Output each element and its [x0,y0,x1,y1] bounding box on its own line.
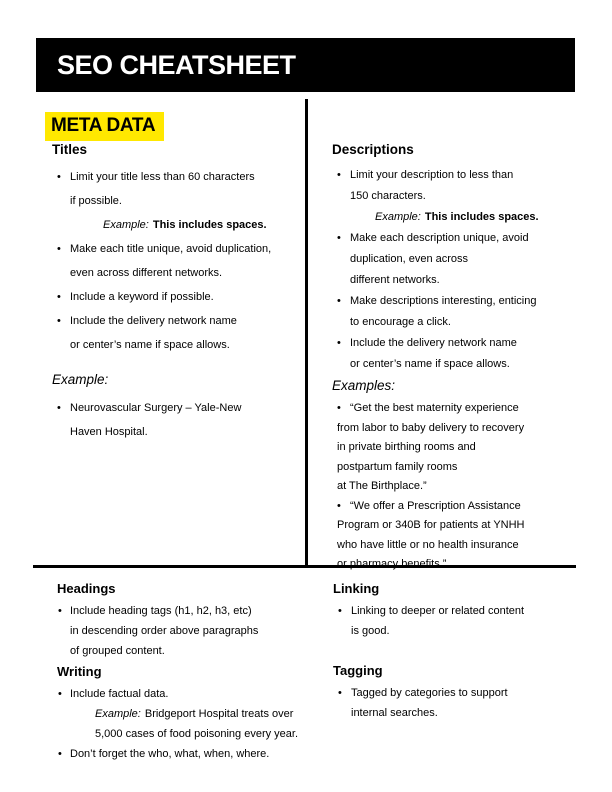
bullet-text: or center’s name if space allows. [350,358,510,370]
bullet-icon: • [57,402,61,414]
bullet-icon: • [337,169,341,181]
bullet-text: Include the delivery network name [70,315,237,327]
continuation-line [52,189,304,213]
bullet-icon: • [337,402,341,414]
page-title: SEO CHEATSHEET [57,49,296,80]
continuation-line [332,516,588,536]
continuation-line [52,420,304,444]
bullet-text: or pharmacy benefits.” [337,558,447,570]
bullet-line [332,228,588,249]
bullet-line [333,601,583,621]
bullet-text: who have little or no health insurance [337,538,519,551]
bullet-icon: • [337,295,341,307]
bullet-text: Limit your title less than 60 characters [70,171,255,183]
continuation-line [332,354,588,375]
section-heading: Titles [52,142,88,157]
bullet-line [332,333,588,354]
section-heading: Linking [333,581,380,596]
bullet-text: Make each title unique, avoid duplication, [70,243,272,255]
bullet-text: at The Birthplace.” [337,480,427,492]
continuation-line [332,419,588,439]
bullet-icon: • [58,605,62,617]
bullet-icon: • [337,337,341,349]
continuation-line [333,703,583,723]
continuation-line [332,438,588,458]
bullet-text: is good. [351,625,390,637]
bullet-line [57,601,333,621]
continuation-line [332,312,588,333]
bullet-line [52,396,304,420]
bullet-icon: • [338,687,342,699]
continuation-line [333,621,583,641]
example-list [52,396,304,444]
bullet-line [57,684,333,704]
section-heading: Headings [57,581,116,596]
continuation-line [332,270,588,291]
bullet-icon: • [338,605,342,617]
bullet-icon: • [58,748,62,760]
vertical-divider [305,99,308,565]
header-banner [36,38,575,92]
bullet-text: Include factual data. [70,688,169,700]
bullet-icon: • [57,243,61,255]
bullet-line [332,497,588,517]
continuation-line [52,261,304,285]
bullet-text: Haven Hospital. [70,426,148,438]
bullet-text: different networks. [350,274,440,286]
continuation-line [57,621,333,641]
example-heading: Example: [52,372,109,387]
bullet-text: Program or 340B for patients at YNHH [337,519,525,531]
bullet-text: “Get the best maternity experience [350,402,519,414]
bullet-text: from labor to baby delivery to recovery [337,421,525,434]
continuation-line [57,641,333,661]
bullet-line [332,399,588,419]
example-text: This includes spaces. [424,211,539,223]
bullet-text: Neurovascular Surgery – Yale-New [70,402,242,414]
continuation-line [332,458,588,478]
bullet-icon: • [57,291,61,303]
bullet-text: Make each description unique, avoid [350,232,529,244]
section-heading: Descriptions [332,142,414,157]
section-linking-tagging [333,581,583,723]
example-inline [332,207,588,228]
bullet-icon: • [57,315,61,327]
bullet-text: Linking to deeper or related content [351,605,525,617]
example-label: Example: [103,219,149,231]
bullet-text: Don’t forget the who, what, when, where. [70,748,270,760]
bullet-text: Tagged by categories to support [351,687,508,699]
bullet-text: postpartum family rooms [337,460,458,473]
bullet-text: Include the delivery network name [350,337,517,349]
continuation-line [332,555,588,575]
bullet-icon: • [337,499,341,512]
section-titles [52,142,304,444]
continuation-line [332,536,588,556]
bullet-line [332,291,588,312]
bullet-text: even across different networks. [70,267,223,279]
bullet-text: of grouped content. [70,645,165,657]
continuation-line [332,249,588,270]
example-text: This includes spaces. [152,219,267,231]
example-continuation [57,724,333,744]
example-text: Bridgeport Hospital treats over [144,708,294,720]
bullet-text: Include a keyword if possible. [70,291,214,303]
continuation-line [332,477,588,497]
bullet-text: Make descriptions interesting, enticing [350,295,537,307]
example-inline [57,704,333,724]
bullet-text: in private birthing rooms and [337,441,476,453]
example-text: 5,000 cases of food poisoning every year. [95,728,299,740]
bullet-line [52,285,304,309]
bullet-text: if possible. [70,195,122,207]
bullet-text: Include heading tags (h1, h2, h3, etc) [70,605,252,617]
examples-list [332,399,588,575]
example-inline [52,213,304,237]
bullet-line [332,165,588,186]
bullet-line [57,744,333,764]
bullet-text: to encourage a click. [350,316,451,328]
section-headings-writing [57,581,333,764]
bullet-text: 150 characters. [350,190,426,202]
section-heading: Tagging [333,663,383,678]
bullet-line [52,237,304,261]
continuation-line [332,186,588,207]
examples-heading: Examples: [332,378,396,393]
bullet-line [52,165,304,189]
bullet-icon: • [57,171,61,183]
section-descriptions [332,142,588,575]
section-heading: Writing [57,664,102,679]
bullet-line [52,309,304,333]
meta-data-badge [45,112,164,141]
example-label: Example: [375,211,421,223]
continuation-line [52,333,304,357]
bullet-text: Limit your description to less than [350,169,514,181]
bullet-text: or center’s name if space allows. [70,339,230,351]
bullet-text: “We offer a Prescription Assistance [350,499,521,512]
meta-data-label: META DATA [51,115,156,136]
bullet-text: in descending order above paragraphs [70,625,259,637]
bullet-line [333,683,583,703]
example-label: Example: [95,708,141,720]
bullet-text: internal searches. [351,707,438,719]
bullet-icon: • [337,232,341,244]
bullet-icon: • [58,688,62,700]
bullet-text: duplication, even across [350,253,469,265]
